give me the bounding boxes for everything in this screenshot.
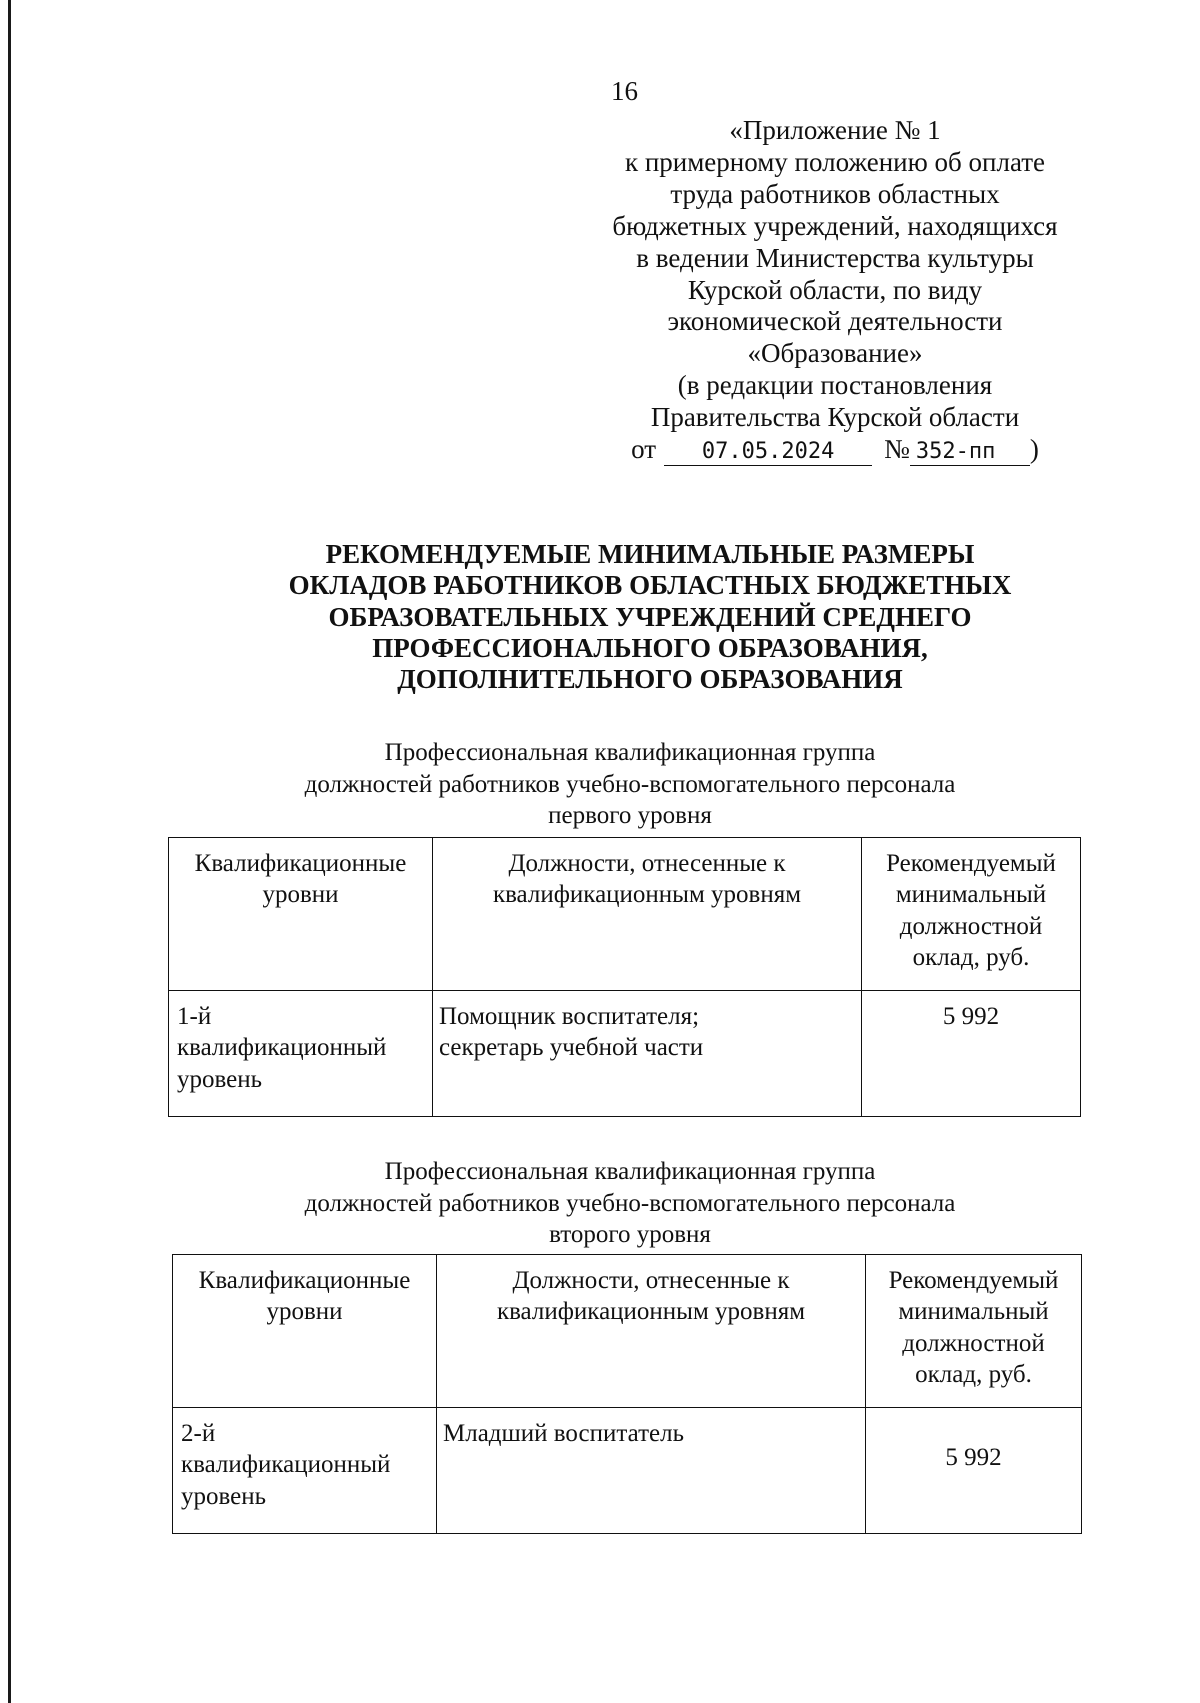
- approval-line: бюджетных учреждений, находящихся: [612, 210, 1058, 241]
- level-line: квалификационный: [177, 1034, 387, 1062]
- level-line: квалификационный: [181, 1451, 391, 1479]
- approval-line: Правительства Курской области: [650, 402, 1020, 433]
- header-line: уровни: [266, 1298, 343, 1326]
- table-header-row: [173, 1255, 1082, 1408]
- header-line: квалификационным уровням: [492, 881, 802, 909]
- level-line: уровень: [177, 1065, 263, 1093]
- header-line: минимальный: [895, 881, 1047, 909]
- scan-edge-line: [8, 0, 11, 1703]
- cell-positions: [433, 991, 862, 1117]
- cell-salary: 5 992: [866, 1408, 1082, 1534]
- caption-line: должностей работников учебно-вспомогательного персонала: [304, 770, 956, 798]
- page-number: 16: [611, 76, 638, 106]
- cell-positions: [437, 1408, 866, 1534]
- title-line: ОБРАЗОВАТЕЛЬНЫХ УЧРЕЖДЕНИЙ СРЕДНЕГО: [328, 601, 972, 632]
- caption-line: должностей работников учебно-вспомогательного персонала: [304, 1189, 956, 1217]
- table-row: [173, 1408, 1082, 1534]
- level-line: 1-й: [177, 1003, 212, 1030]
- approval-line: (в редакции постановления: [677, 370, 993, 401]
- date-prefix: от: [631, 434, 657, 465]
- document-title: [240, 539, 1060, 695]
- header-positions: [437, 1255, 866, 1408]
- approval-block: [560, 115, 1110, 466]
- approval-line: «Образование»: [747, 338, 923, 369]
- group-caption-1: [160, 737, 1100, 832]
- closing-parenthesis: ): [1029, 434, 1039, 465]
- caption-line: Профессиональная квалификационная группа: [384, 739, 876, 766]
- number-field: 352-пп: [910, 439, 1030, 466]
- salary-table-2: [172, 1254, 1082, 1534]
- header-line: оклад, руб.: [912, 944, 1030, 972]
- position-line: Младший воспитатель: [443, 1420, 684, 1447]
- caption-line: первого уровня: [548, 802, 712, 830]
- title-line: ДОПОЛНИТЕЛЬНОГО ОБРАЗОВАНИЯ: [397, 664, 903, 695]
- cell-salary: 5 992: [862, 991, 1081, 1117]
- header-line: уровни: [262, 881, 339, 909]
- header-line: оклад, руб.: [915, 1361, 1032, 1389]
- level-line: уровень: [181, 1482, 267, 1510]
- approval-line: труда работников областных: [670, 178, 1000, 209]
- title-line: ПРОФЕССИОНАЛЬНОГО ОБРАЗОВАНИЯ,: [372, 632, 928, 663]
- header-line: Должности, отнесенные к: [508, 850, 786, 877]
- approval-line: к примерному положению об оплате: [624, 146, 1046, 177]
- header-line: Квалификационные: [198, 1267, 411, 1294]
- header-level: [169, 838, 433, 991]
- approval-line: Курской области, по виду: [687, 274, 983, 305]
- header-line: Должности, отнесенные к: [512, 1267, 790, 1294]
- number-prefix: №: [884, 434, 910, 465]
- position-line: секретарь учебной части: [439, 1034, 704, 1062]
- header-salary: [866, 1255, 1082, 1408]
- header-positions: [433, 838, 862, 991]
- header-line: должностной: [902, 1329, 1045, 1357]
- header-salary: [862, 838, 1081, 991]
- cell-level: [169, 991, 433, 1117]
- position-line: Помощник воспитателя;: [439, 1003, 700, 1030]
- title-line: ОКЛАДОВ РАБОТНИКОВ ОБЛАСТНЫХ БЮДЖЕТНЫХ: [288, 570, 1012, 601]
- header-line: Квалификационные: [194, 850, 407, 877]
- table-row: [169, 991, 1081, 1117]
- approval-line: экономической деятельности: [667, 306, 1003, 337]
- header-level: [173, 1255, 437, 1408]
- header-line: Рекомендуемый: [888, 1267, 1059, 1294]
- header-line: минимальный: [898, 1298, 1049, 1326]
- header-line: Рекомендуемый: [886, 850, 1056, 877]
- salary-table-1: [168, 837, 1081, 1117]
- caption-line: второго уровня: [549, 1221, 711, 1249]
- caption-line: Профессиональная квалификационная группа: [384, 1158, 876, 1185]
- table-header-row: [169, 838, 1081, 991]
- approval-line: «Приложение № 1: [729, 115, 941, 145]
- group-caption-2: [160, 1156, 1100, 1251]
- title-line: РЕКОМЕНДУЕМЫЕ МИНИМАЛЬНЫЕ РАЗМЕРЫ: [325, 539, 975, 569]
- header-line: квалификационным уровням: [496, 1298, 806, 1326]
- cell-level: [173, 1408, 437, 1534]
- date-field: 07.05.2024: [664, 439, 872, 466]
- approval-date-line: [560, 434, 1110, 466]
- level-line: 2-й: [181, 1420, 216, 1447]
- approval-line: в ведении Министерства культуры: [636, 242, 1034, 273]
- header-line: должностной: [899, 912, 1043, 940]
